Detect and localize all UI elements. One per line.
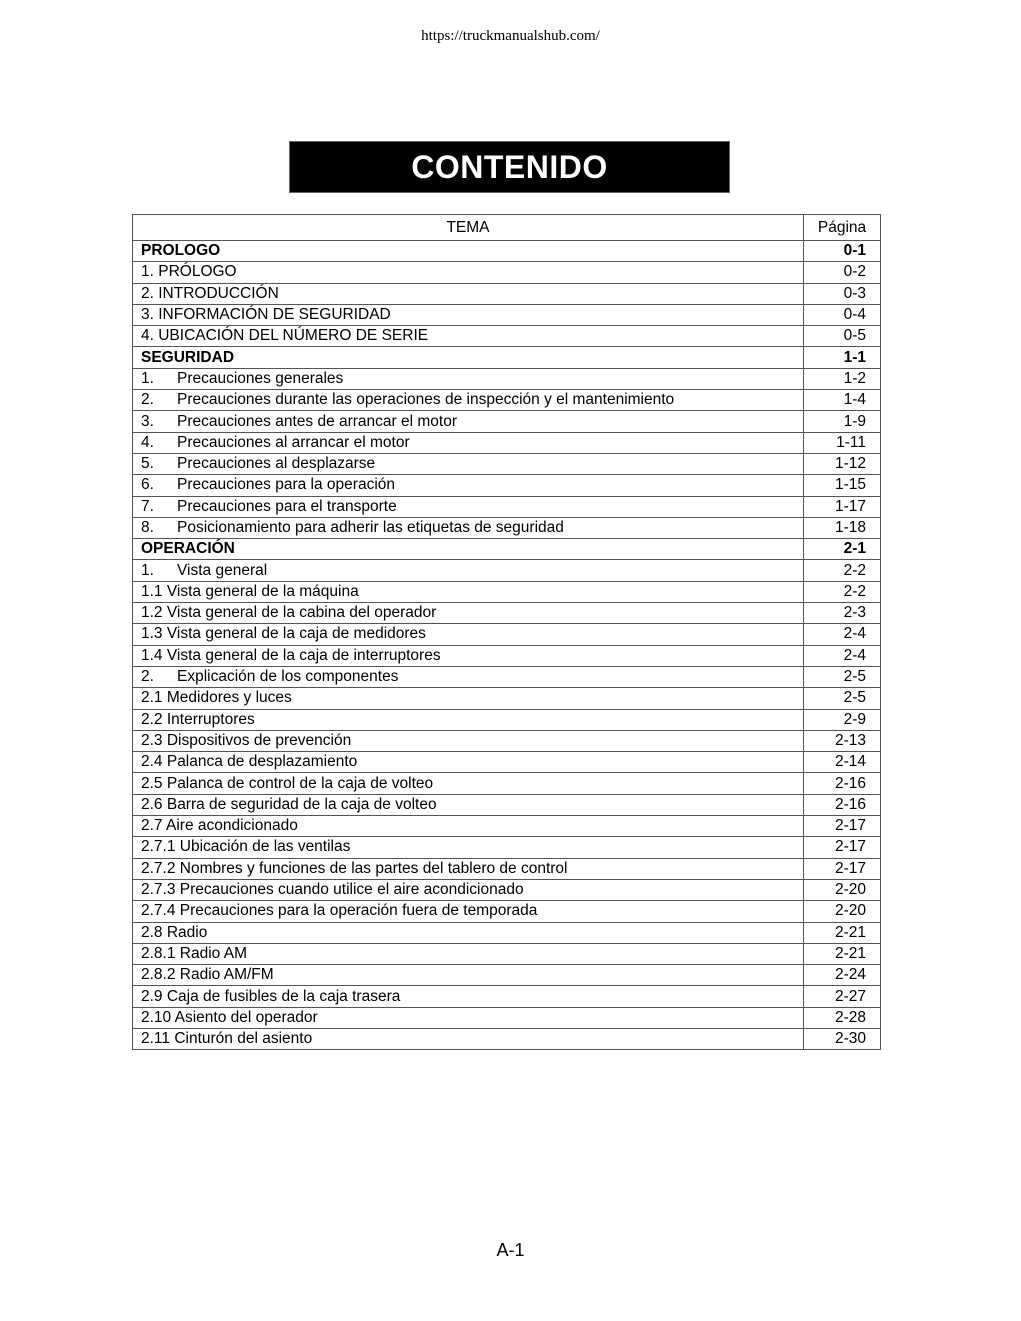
toc-topic xyxy=(133,326,804,347)
toc-topic xyxy=(133,688,804,709)
toc-row xyxy=(133,879,881,900)
toc-topic xyxy=(133,453,804,474)
toc-row xyxy=(133,603,881,624)
toc-topic-text: 2.10 Asiento del operador xyxy=(141,1008,318,1026)
toc-topic xyxy=(133,965,804,986)
toc-page-number: 2-2 xyxy=(804,560,881,581)
toc-number: 6. xyxy=(141,476,154,494)
toc-page-number: 2-20 xyxy=(804,879,881,900)
toc-header-row xyxy=(133,215,881,241)
toc-topic-text: Precauciones al desplazarse xyxy=(177,455,376,473)
toc-number: 2. xyxy=(141,668,154,686)
toc-topic-text: 2.7 Aire acondicionado xyxy=(141,817,298,835)
toc-topic-text: OPERACIÓN xyxy=(141,540,235,558)
toc-row xyxy=(133,496,881,517)
toc-topic-text: 2.6 Barra de seguridad de la caja de volteo xyxy=(141,795,437,813)
column-header-page: Página xyxy=(804,215,881,241)
toc-topic-text: 2.4 Palanca de desplazamiento xyxy=(141,753,358,771)
toc-topic-text: 2.2 Interruptores xyxy=(141,710,255,728)
toc-row xyxy=(133,773,881,794)
toc-topic xyxy=(133,496,804,517)
toc-page-number: 0-5 xyxy=(804,326,881,347)
toc-topic xyxy=(133,901,804,922)
toc-number: 2. xyxy=(141,391,154,409)
toc-topic xyxy=(133,390,804,411)
footer-page-number: A-1 xyxy=(496,1240,525,1260)
toc-topic-text: 2.11 Cinturón del asiento xyxy=(141,1030,313,1048)
toc-row xyxy=(133,475,881,496)
toc-row xyxy=(133,262,881,283)
toc-number: 5. xyxy=(141,455,154,473)
toc-topic xyxy=(133,666,804,687)
toc-page-number: 2-16 xyxy=(804,773,881,794)
toc-page-number: 1-11 xyxy=(804,432,881,453)
toc-row xyxy=(133,688,881,709)
toc-topic xyxy=(133,858,804,879)
toc-topic xyxy=(133,922,804,943)
toc-row xyxy=(133,645,881,666)
toc-row xyxy=(133,517,881,538)
toc-topic xyxy=(133,624,804,645)
toc-topic-text: 1.2 Vista general de la cabina del operador xyxy=(141,604,437,622)
toc-topic-text: Precauciones generales xyxy=(177,369,344,387)
toc-topic-text: 2.8.2 Radio AM/FM xyxy=(141,966,274,984)
toc-page-number: 2-9 xyxy=(804,709,881,730)
toc-page-number: 2-24 xyxy=(804,965,881,986)
toc-topic-text: 4. UBICACIÓN DEL NÚMERO DE SERIE xyxy=(141,327,429,345)
toc-topic-text: Precauciones al arrancar el motor xyxy=(177,433,410,451)
toc-topic xyxy=(133,283,804,304)
toc-row xyxy=(133,411,881,432)
toc-topic-text: PROLOGO xyxy=(141,242,221,260)
toc-page-number: 1-1 xyxy=(804,347,881,368)
toc-topic-text: 2.1 Medidores y luces xyxy=(141,689,292,707)
toc-topic xyxy=(133,709,804,730)
toc-topic-text: Precauciones para la operación xyxy=(177,476,395,494)
toc-page-number: 2-21 xyxy=(804,922,881,943)
toc-topic xyxy=(133,432,804,453)
toc-page-number: 2-17 xyxy=(804,837,881,858)
toc-topic-text: 1. PRÓLOGO xyxy=(141,263,237,281)
toc-topic-text: 1.1 Vista general de la máquina xyxy=(141,582,359,600)
toc-page-number: 2-4 xyxy=(804,624,881,645)
toc-number: 7. xyxy=(141,497,154,515)
toc-table xyxy=(132,214,881,1050)
toc-page-number: 1-4 xyxy=(804,390,881,411)
toc-page-number: 2-3 xyxy=(804,603,881,624)
toc-row xyxy=(133,965,881,986)
toc-row xyxy=(133,901,881,922)
toc-topic-text: 2. INTRODUCCIÓN xyxy=(141,284,279,302)
toc-topic-text: 2.7.2 Nombres y funciones de las partes del tablero de control xyxy=(141,859,568,877)
toc-number: 1. xyxy=(141,561,154,579)
toc-topic-text: Precauciones durante las operaciones de inspección y el mantenimiento xyxy=(177,391,675,409)
toc-row xyxy=(133,624,881,645)
toc-topic-text: Precauciones para el transporte xyxy=(177,497,397,515)
toc-topic xyxy=(133,773,804,794)
toc-topic-text: 2.7.3 Precauciones cuando utilice el aire acondicionado xyxy=(141,881,524,899)
toc-page-number: 1-9 xyxy=(804,411,881,432)
toc-topic-text: 2.7.4 Precauciones para la operación fuera de temporada xyxy=(141,902,538,920)
toc-row xyxy=(133,581,881,602)
toc-topic xyxy=(133,517,804,538)
toc-topic-text: 2.9 Caja de fusibles de la caja trasera xyxy=(141,987,401,1005)
toc-topic xyxy=(133,603,804,624)
toc-topic xyxy=(133,581,804,602)
toc-topic xyxy=(133,1028,804,1049)
toc-topic xyxy=(133,560,804,581)
toc-topic xyxy=(133,943,804,964)
toc-topic-text: Vista general xyxy=(177,561,268,579)
toc-page-number: 0-1 xyxy=(804,241,881,262)
toc-topic-text: 1.4 Vista general de la caja de interruptores xyxy=(141,646,441,664)
toc-page-number: 2-28 xyxy=(804,1007,881,1028)
toc-row xyxy=(133,560,881,581)
toc-topic-text: Precauciones antes de arrancar el motor xyxy=(177,412,458,430)
toc-topic xyxy=(133,816,804,837)
toc-number: 4. xyxy=(141,433,154,451)
toc-topic-text: 2.8.1 Radio AM xyxy=(141,944,247,962)
toc-topic xyxy=(133,986,804,1007)
toc-page-number: 2-17 xyxy=(804,858,881,879)
toc-row xyxy=(133,943,881,964)
toc-page-number: 2-4 xyxy=(804,645,881,666)
toc-topic xyxy=(133,368,804,389)
toc-topic-text: Explicación de los componentes xyxy=(177,668,399,686)
toc-page-number: 0-3 xyxy=(804,283,881,304)
toc-page-number: 2-27 xyxy=(804,986,881,1007)
toc-topic xyxy=(133,794,804,815)
toc-topic xyxy=(133,411,804,432)
toc-number: 8. xyxy=(141,519,154,536)
toc-topic xyxy=(133,645,804,666)
toc-topic xyxy=(133,304,804,325)
toc-page-number: 2-20 xyxy=(804,901,881,922)
toc-row xyxy=(133,666,881,687)
toc-topic xyxy=(133,241,804,262)
toc-topic-text: Posicionamiento para adherir las etiquetas de seguridad xyxy=(177,519,564,536)
toc-topic-text: 2.8 Radio xyxy=(141,923,208,941)
toc-topic xyxy=(133,475,804,496)
toc-topic-text: 2.3 Dispositivos de prevención xyxy=(141,731,352,749)
toc-section-row xyxy=(133,347,881,368)
toc-row xyxy=(133,304,881,325)
toc-topic xyxy=(133,752,804,773)
toc-row xyxy=(133,837,881,858)
toc-page-number: 2-30 xyxy=(804,1028,881,1049)
toc-page-number: 1-17 xyxy=(804,496,881,517)
toc-topic-text: 2.5 Palanca de control de la caja de volteo xyxy=(141,774,434,792)
page-title: CONTENIDO xyxy=(289,141,730,193)
toc-topic-text: 2.7.1 Ubicación de las ventilas xyxy=(141,838,351,856)
toc-topic xyxy=(133,879,804,900)
toc-page-number: 2-5 xyxy=(804,666,881,687)
toc-topic-text: 3. INFORMACIÓN DE SEGURIDAD xyxy=(141,306,391,324)
toc-page-number: 2-2 xyxy=(804,581,881,602)
toc-page-number: 2-1 xyxy=(804,539,881,560)
toc-page-number: 0-4 xyxy=(804,304,881,325)
toc-row xyxy=(133,922,881,943)
toc-row xyxy=(133,709,881,730)
toc-topic-text: SEGURIDAD xyxy=(141,348,235,366)
toc-page-number: 1-12 xyxy=(804,453,881,474)
toc-row xyxy=(133,794,881,815)
toc-page-number: 2-16 xyxy=(804,794,881,815)
toc-row xyxy=(133,1007,881,1028)
toc-row xyxy=(133,986,881,1007)
toc-page-number: 2-13 xyxy=(804,730,881,751)
toc-page-number: 2-21 xyxy=(804,943,881,964)
toc-topic-text: 1.3 Vista general de la caja de medidores xyxy=(141,625,426,643)
toc-topic xyxy=(133,347,804,368)
toc-row xyxy=(133,752,881,773)
toc-row xyxy=(133,432,881,453)
toc-page-number: 1-15 xyxy=(804,475,881,496)
toc-section-row xyxy=(133,539,881,560)
toc-topic xyxy=(133,262,804,283)
toc-row xyxy=(133,368,881,389)
toc-body xyxy=(133,215,881,1050)
toc-topic xyxy=(133,837,804,858)
toc-section-row xyxy=(133,241,881,262)
toc-topic xyxy=(133,539,804,560)
toc-row xyxy=(133,283,881,304)
toc-page-number: 2-17 xyxy=(804,816,881,837)
toc-number: 1. xyxy=(141,369,154,387)
toc-row xyxy=(133,390,881,411)
toc-page-number: 2-5 xyxy=(804,688,881,709)
header-url: https://truckmanualshub.com/ xyxy=(421,28,600,44)
toc-row xyxy=(133,453,881,474)
toc-number: 3. xyxy=(141,412,154,430)
toc-row xyxy=(133,1028,881,1049)
toc-row xyxy=(133,816,881,837)
toc-topic xyxy=(133,730,804,751)
column-header-topic: TEMA xyxy=(133,215,804,241)
toc-page-number: 1-18 xyxy=(804,517,881,538)
toc-page-number: 2-14 xyxy=(804,752,881,773)
toc-page-number: 0-2 xyxy=(804,262,881,283)
toc-row xyxy=(133,730,881,751)
toc-topic xyxy=(133,1007,804,1028)
toc-row xyxy=(133,858,881,879)
toc-row xyxy=(133,326,881,347)
toc-page-number: 1-2 xyxy=(804,368,881,389)
